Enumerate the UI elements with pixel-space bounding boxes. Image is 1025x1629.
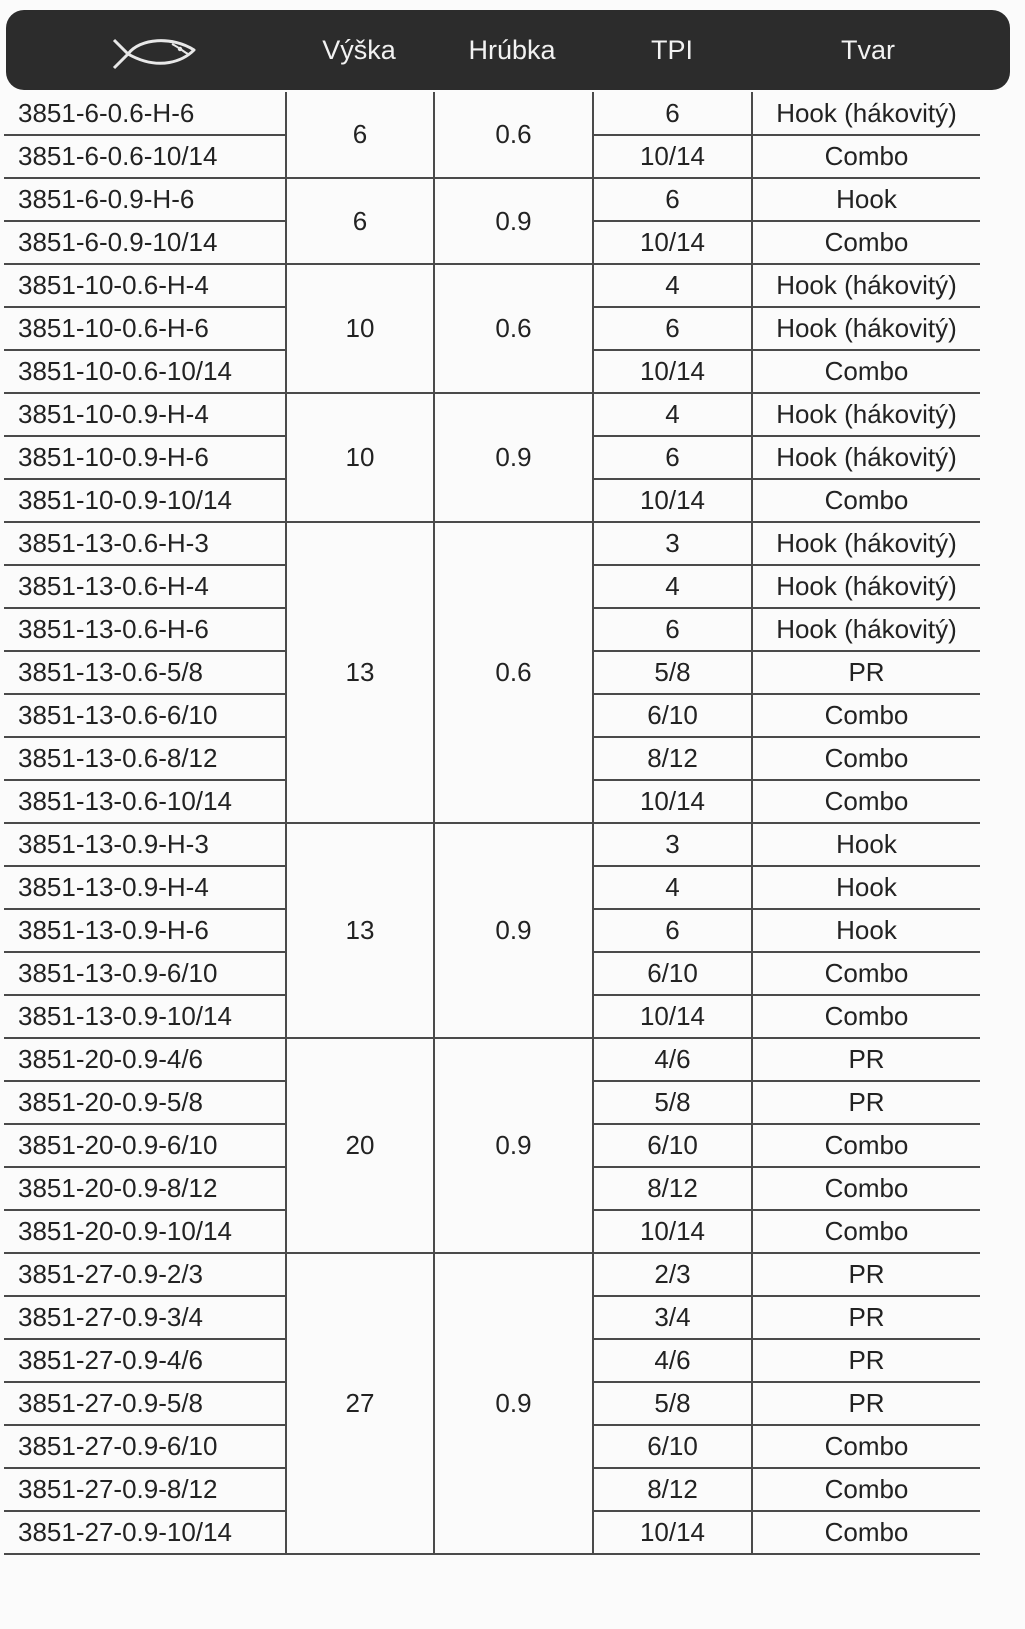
table-row [4, 1253, 980, 1296]
shape-value: Combo [752, 1124, 980, 1167]
product-code: 3851-6-0.6-10/14 [4, 135, 286, 178]
shape-value: Combo [752, 694, 980, 737]
table-row [4, 522, 980, 565]
product-code: 3851-20-0.9-8/12 [4, 1167, 286, 1210]
tpi-value: 10/14 [593, 350, 752, 393]
shape-value: Hook [752, 909, 980, 952]
product-code: 3851-10-0.6-H-6 [4, 307, 286, 350]
product-code: 3851-13-0.6-5/8 [4, 651, 286, 694]
product-code: 3851-13-0.6-10/14 [4, 780, 286, 823]
tpi-value: 5/8 [593, 1382, 752, 1425]
shape-value: PR [752, 1382, 980, 1425]
table-row [4, 178, 980, 221]
product-code: 3851-27-0.9-5/8 [4, 1382, 286, 1425]
tpi-value: 5/8 [593, 651, 752, 694]
shape-value: Combo [752, 952, 980, 995]
table-row [4, 92, 980, 135]
shape-value: Hook (hákovitý) [752, 307, 980, 350]
shape-value: Combo [752, 135, 980, 178]
product-code: 3851-10-0.6-H-4 [4, 264, 286, 307]
product-code: 3851-13-0.9-10/14 [4, 995, 286, 1038]
tpi-value: 10/14 [593, 479, 752, 522]
height-value: 6 [286, 92, 434, 178]
shape-value: Combo [752, 780, 980, 823]
tpi-value: 3/4 [593, 1296, 752, 1339]
tpi-value: 6 [593, 178, 752, 221]
product-code: 3851-10-0.9-H-4 [4, 393, 286, 436]
product-code: 3851-6-0.9-H-6 [4, 178, 286, 221]
shape-value: Hook (hákovitý) [752, 608, 980, 651]
shape-value: Combo [752, 221, 980, 264]
shape-value: PR [752, 651, 980, 694]
tpi-value: 10/14 [593, 780, 752, 823]
tpi-value: 4 [593, 264, 752, 307]
product-code: 3851-20-0.9-4/6 [4, 1038, 286, 1081]
product-code: 3851-27-0.9-3/4 [4, 1296, 286, 1339]
product-code: 3851-13-0.6-H-4 [4, 565, 286, 608]
height-value: 27 [286, 1253, 434, 1554]
thickness-value: 0.9 [434, 178, 593, 264]
product-code: 3851-27-0.9-6/10 [4, 1425, 286, 1468]
product-code: 3851-13-0.9-6/10 [4, 952, 286, 995]
shape-value: Hook (hákovitý) [752, 264, 980, 307]
tpi-value: 8/12 [593, 1167, 752, 1210]
shape-value: Hook [752, 866, 980, 909]
height-value: 10 [286, 264, 434, 393]
height-value: 20 [286, 1038, 434, 1253]
tpi-value: 6 [593, 92, 752, 135]
product-code: 3851-6-0.6-H-6 [4, 92, 286, 135]
shape-value: Combo [752, 1167, 980, 1210]
tpi-value: 3 [593, 823, 752, 866]
shape-value: PR [752, 1253, 980, 1296]
shape-value: Hook (hákovitý) [752, 92, 980, 135]
shape-value: Combo [752, 350, 980, 393]
thickness-value: 0.9 [434, 393, 593, 522]
shape-value: Combo [752, 1210, 980, 1253]
thickness-value: 0.9 [434, 1253, 593, 1554]
product-code: 3851-13-0.6-H-3 [4, 522, 286, 565]
tpi-value: 3 [593, 522, 752, 565]
product-code: 3851-13-0.9-H-6 [4, 909, 286, 952]
thickness-value: 0.6 [434, 522, 593, 823]
header-tpi: TPI [650, 35, 693, 65]
shape-value: Combo [752, 1511, 980, 1554]
shape-value: Combo [752, 1468, 980, 1511]
tpi-value: 6/10 [593, 1425, 752, 1468]
shape-value: Hook [752, 178, 980, 221]
product-code: 3851-27-0.9-2/3 [4, 1253, 286, 1296]
tpi-value: 6 [593, 436, 752, 479]
tpi-value: 6 [593, 608, 752, 651]
header-thickness: Hrúbka [468, 35, 556, 65]
product-code: 3851-27-0.9-4/6 [4, 1339, 286, 1382]
tpi-value: 10/14 [593, 221, 752, 264]
shape-value: Hook (hákovitý) [752, 522, 980, 565]
shape-value: Combo [752, 479, 980, 522]
product-code: 3851-6-0.9-10/14 [4, 221, 286, 264]
product-code: 3851-20-0.9-10/14 [4, 1210, 286, 1253]
tpi-value: 6/10 [593, 952, 752, 995]
product-code: 3851-27-0.9-8/12 [4, 1468, 286, 1511]
product-code: 3851-13-0.9-H-3 [4, 823, 286, 866]
table-row [4, 823, 980, 866]
tpi-value: 4/6 [593, 1339, 752, 1382]
tpi-value: 4 [593, 866, 752, 909]
product-code: 3851-13-0.6-6/10 [4, 694, 286, 737]
tpi-value: 6 [593, 307, 752, 350]
shape-value: Hook [752, 823, 980, 866]
thickness-value: 0.6 [434, 264, 593, 393]
shape-value: Combo [752, 1425, 980, 1468]
thickness-value: 0.6 [434, 92, 593, 178]
height-value: 13 [286, 522, 434, 823]
product-code: 3851-10-0.9-H-6 [4, 436, 286, 479]
table-row [4, 264, 980, 307]
shape-value: PR [752, 1081, 980, 1124]
shape-value: PR [752, 1339, 980, 1382]
product-table [4, 92, 980, 1555]
header-shape: Tvar [841, 35, 895, 65]
shape-value: Hook (hákovitý) [752, 565, 980, 608]
height-value: 13 [286, 823, 434, 1038]
shape-value: Combo [752, 995, 980, 1038]
table-row [4, 393, 980, 436]
tpi-value: 10/14 [593, 995, 752, 1038]
shape-value: Hook (hákovitý) [752, 436, 980, 479]
thickness-value: 0.9 [434, 823, 593, 1038]
table-row [4, 1038, 980, 1081]
tpi-value: 2/3 [593, 1253, 752, 1296]
tpi-value: 10/14 [593, 135, 752, 178]
product-code: 3851-13-0.6-H-6 [4, 608, 286, 651]
header-height: Výška [322, 35, 396, 65]
shape-value: PR [752, 1038, 980, 1081]
height-value: 10 [286, 393, 434, 522]
tpi-value: 6/10 [593, 1124, 752, 1167]
shape-value: Hook (hákovitý) [752, 393, 980, 436]
table-header [6, 10, 1010, 90]
tpi-value: 6 [593, 909, 752, 952]
product-code: 3851-20-0.9-6/10 [4, 1124, 286, 1167]
product-code: 3851-13-0.9-H-4 [4, 866, 286, 909]
product-code: 3851-27-0.9-10/14 [4, 1511, 286, 1554]
tpi-value: 4 [593, 393, 752, 436]
product-code: 3851-13-0.6-8/12 [4, 737, 286, 780]
tpi-value: 8/12 [593, 737, 752, 780]
product-code: 3851-10-0.6-10/14 [4, 350, 286, 393]
fish-icon [110, 34, 198, 74]
tpi-value: 4 [593, 565, 752, 608]
height-value: 6 [286, 178, 434, 264]
thickness-value: 0.9 [434, 1038, 593, 1253]
shape-value: Combo [752, 737, 980, 780]
tpi-value: 6/10 [593, 694, 752, 737]
tpi-value: 4/6 [593, 1038, 752, 1081]
shape-value: PR [752, 1296, 980, 1339]
tpi-value: 8/12 [593, 1468, 752, 1511]
tpi-value: 10/14 [593, 1210, 752, 1253]
tpi-value: 5/8 [593, 1081, 752, 1124]
product-code: 3851-20-0.9-5/8 [4, 1081, 286, 1124]
product-code: 3851-10-0.9-10/14 [4, 479, 286, 522]
tpi-value: 10/14 [593, 1511, 752, 1554]
